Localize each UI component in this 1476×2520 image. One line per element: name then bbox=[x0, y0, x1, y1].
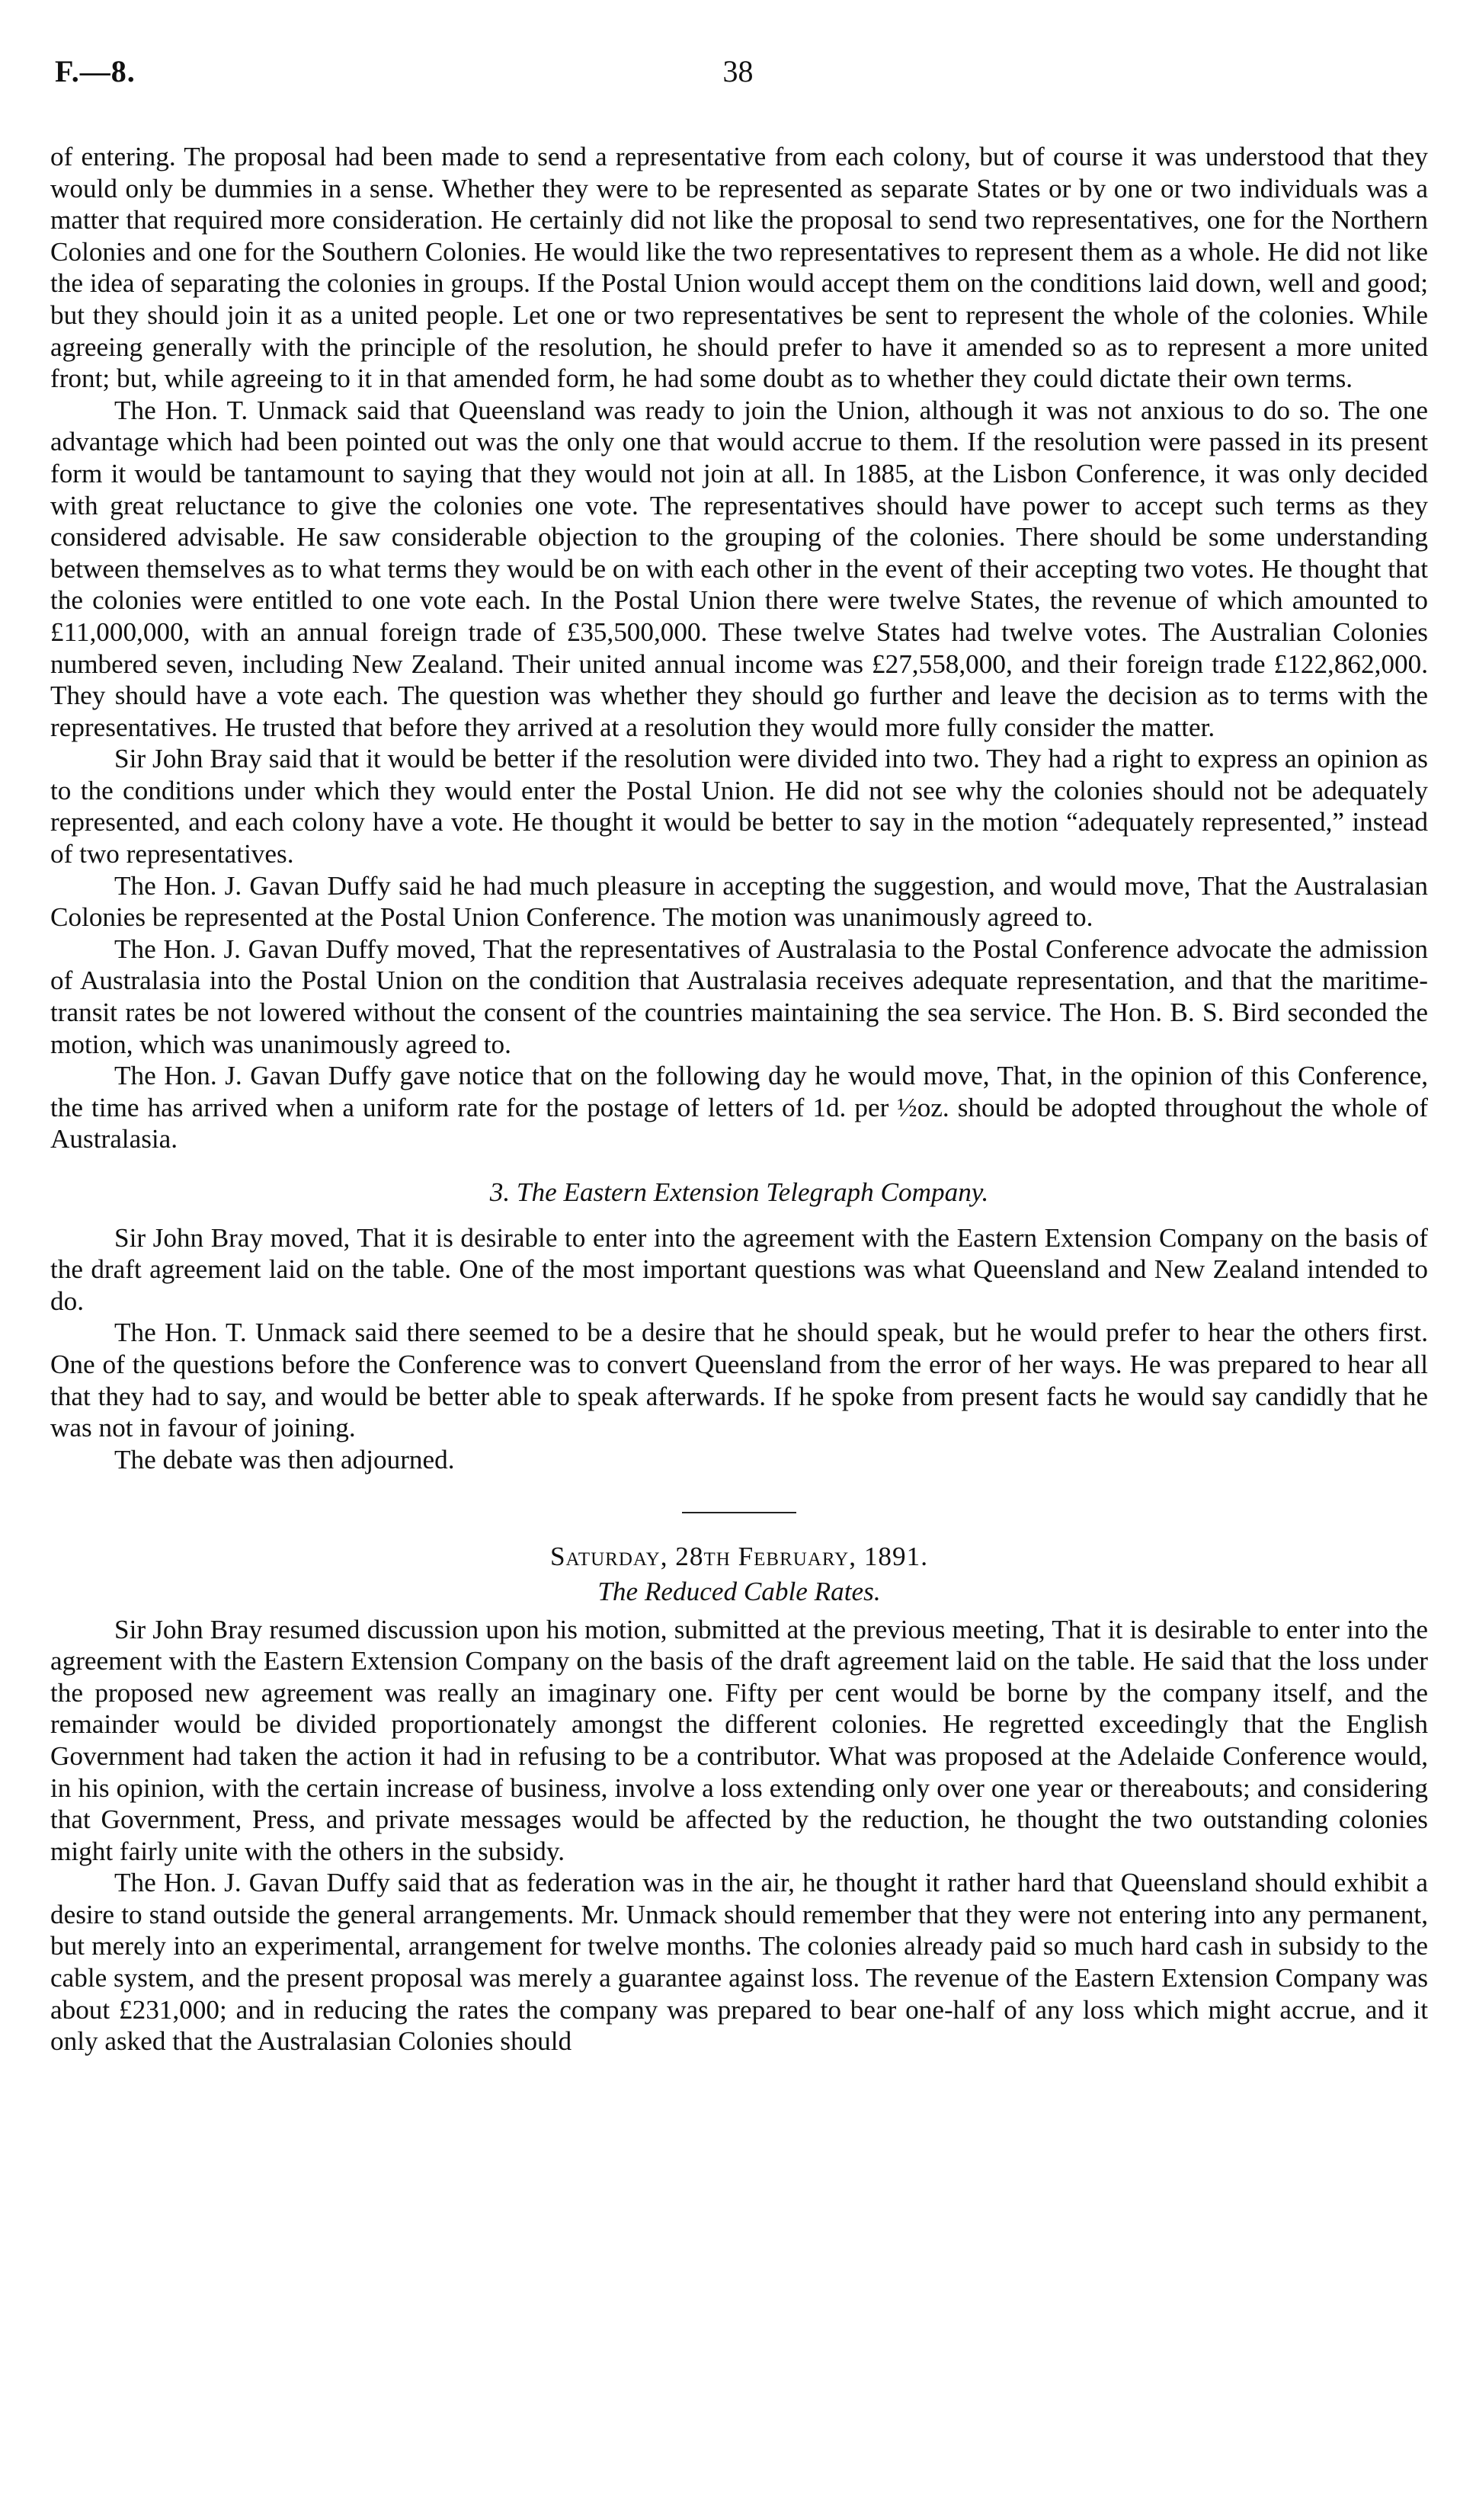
section-divider bbox=[682, 1512, 796, 1513]
paragraph: The Hon. J. Gavan Duffy moved, That the representatives of Australasia to the Postal Conference advocate the admission of Australasia into the Postal Union on the condition that Australasia receives adequate representation, and that the maritime-transit rates be not lowered without the consent of the countries maintaining the sea service. The Hon. B. S. Bird seconded the motion, which was unanimously agreed to. bbox=[50, 933, 1428, 1059]
paragraph: of entering. The proposal had been made to send a representative from each colony, but of course it was understood that they would only be dummies in a sense. Whether they were to be represented as separate States or by one or two individuals was a matter that required more consideration. He certainly did not like the proposal to send two representatives, one for the Northern Colonies and one for the Southern Colonies. He would like the two representatives to represent them as a whole. He did not like the idea of separating the colonies in groups. If the Postal Union would accept them on the conditions laid down, well and good; but they should join it as a united people. Let one or two representatives be sent to represent the whole of the colonies. While agreeing generally with the principle of the resolution, he should prefer to have it amended so as to represent a more united front; but, while agreeing to it in that amended form, he had some doubt as to whether they could dictate their own terms. bbox=[50, 142, 1428, 394]
paragraph: Sir John Bray resumed discussion upon his motion, submitted at the previous meeting, That it is desirable to enter into the agreement with the Eastern Extension Company on the basis of the draft agreement laid on the table. He said that the loss under the proposed new agreement was really an imaginary one. Fifty per cent would be borne by the company itself, and the remainder would be divided proportionately amongst the different colonies. He regretted exceedingly that the English Government had taken the action it had in refusing to be a contributor. What was proposed at the Adelaide Conference would, in his opinion, with the certain increase of business, involve a loss extending only over one year or thereabouts; and considering that Government, Press, and private messages would be affected by the reduction, he thought the two outstanding colonies might fairly unite with the others in the subsidy. bbox=[50, 1614, 1428, 1866]
paragraph: The Hon. J. Gavan Duffy said that as federation was in the air, he thought it rather hard that Queensland should exhibit a desire to stand outside the general arrangements. Mr. Unmack should remember that they were not entering into any permanent, but merely into an experimental, arrangement for twelve months. The colonies already paid so much hard cash in subsidy to the cable system, and the present proposal was merely a guarantee against loss. The revenue of the Eastern Extension Company was about £231,000; and in reducing the rates the company was prepared to bear one-half of any loss which might accrue, and it only asked that the Australasian Colonies should bbox=[50, 1868, 1429, 2057]
paper-reference: F.—8. bbox=[55, 54, 136, 88]
body-text bbox=[50, 141, 1428, 2057]
paragraph: Sir John Bray said that it would be better if the resolution were divided into two. They had a right to express an opinion as to the conditions under which they would enter the Postal Union. He did not see why the colonies should not be adequately represented, and each colony have a vote. He thought it would be better to say in the motion “adequately represented,” instead of two representatives. bbox=[50, 744, 1428, 869]
paragraph: The Hon. T. Unmack said there seemed to be a desire that he should speak, but he would prefer to hear the others first. One of the questions before the Conference was to convert Queensland from the error of her ways. He was prepared to hear all that they had to say, and would be better able to speak afterwards. If he spoke from present facts he would say candidly that he was not in favour of joining. bbox=[50, 1318, 1428, 1443]
sub-heading: The Reduced Cable Rates. bbox=[597, 1576, 881, 1606]
paragraph: The Hon. T. Unmack said that Queensland was ready to join the Union, although it was not anxious to do so. The one advantage which had been pointed out was the only one that would accrue to them. If the resolution were passed in its present form it would be tantamount to saying that they would not join at all. In 1885, at the Lisbon Conference, it was only decided with great reluctance to give the colonies one vote. The representatives should have power to accept such terms as they considered advisable. He saw considerable objection to the grouping of the colonies. There should be some understanding between themselves as to what terms they would be on with each other in the event of their accepting two votes. He thought that the colonies were entitled to one vote each. In the Postal Union there were twelve States, the revenue of which amounted to £11,000,000, with an annual foreign trade of £35,500,000. These twelve States had twelve votes. The Australian Colonies numbered seven, including New Zealand. Their united annual income was £27,558,000, and their foreign trade £122,862,000. They should have a vote each. The question was whether they should go further and leave the decision as to terms with the representatives. He trusted that before they arrived at a resolution they would more fully consider the matter. bbox=[50, 395, 1428, 742]
paragraph: The Hon. J. Gavan Duffy gave notice that on the following day he would move, That, in the opinion of this Conference, the time has arrived when a uniform rate for the postage of letters of 1d. per ½oz. should be adopted throughout the whole of Australasia. bbox=[50, 1061, 1428, 1154]
page-number: 38 bbox=[722, 54, 754, 88]
section-heading: 3. The Eastern Extension Telegraph Company. bbox=[489, 1177, 989, 1207]
paragraph: The debate was then adjourned. bbox=[114, 1444, 455, 1475]
date-heading: Saturday, 28th February, 1891. bbox=[549, 1542, 929, 1572]
paragraph: Sir John Bray moved, That it is desirable to enter into the agreement with the Eastern Extension Company on the basis of the draft agreement laid on the table. One of the most important questions was what Queensland and New Zealand intended to do. bbox=[50, 1222, 1428, 1316]
page-header bbox=[55, 53, 1421, 99]
paragraph: The Hon. J. Gavan Duffy said he had much pleasure in accepting the suggestion, and would move, That the Australasian Colonies be represented at the Postal Union Conference. The motion was unanimously agreed to. bbox=[50, 870, 1428, 933]
